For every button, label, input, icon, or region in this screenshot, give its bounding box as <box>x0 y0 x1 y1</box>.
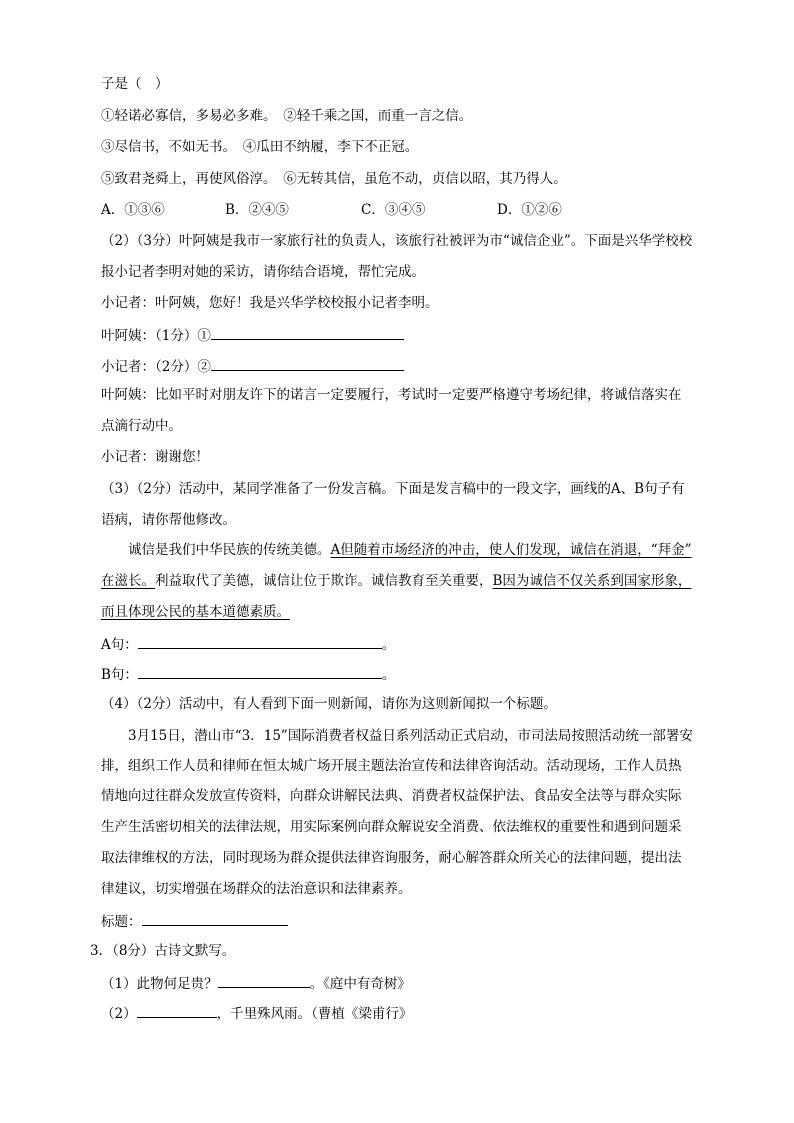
passage-line-2 <box>101 572 691 590</box>
dialogue-reporter-2 <box>101 356 404 376</box>
news-line-6: 律建议，切实增强在场群众的法治意识和法律素养。 <box>101 881 412 897</box>
news-line-3: 情地向过往群众发放宣传资料，向群众讲解民法典、消费者权益保护法、食品安全法等与群众实际 <box>101 788 682 804</box>
dialogue-ye-2b: 点滴行动中。 <box>101 418 182 434</box>
answer-blank-2[interactable] <box>211 356 404 371</box>
passage-line-3 <box>101 603 290 621</box>
news-line-2: 排，组织工作人员和律师在恒太城广场开展主题法治宣传和法律咨询活动。活动现场，工作人员热 <box>101 758 682 774</box>
q2-intro-1: （2）（3分）叶阿姨是我市一家旅行社的负责人，该旅行社被评为市“诚信企业”。下面是兴华学校校 <box>101 233 693 249</box>
poem-blank-2[interactable] <box>137 1003 217 1018</box>
poem-blank-1[interactable] <box>218 973 310 988</box>
poem-line-1-suffix: 。《庭中有奇树》 <box>309 976 411 992</box>
question-stem-tail: 子是（ ） <box>101 76 169 92</box>
answer-options <box>101 201 562 219</box>
sentence-a-part1: A但随着市场经济的冲击，使人们发现，诚信在消退，“拜金” <box>330 542 692 558</box>
dialogue-ye-1 <box>101 325 404 345</box>
question-3-heading: 3．（8分）古诗文默写。 <box>90 943 236 959</box>
sentence-b-part1: B因为诚信不仅关系到国家形象， <box>492 573 692 589</box>
news-line-4: 生产生活密切相关的法律法规，用实际案例向群众解说安全消费、依法维权的重要性和遇到问题采 <box>101 819 682 835</box>
poem-line-2 <box>101 1003 412 1023</box>
passage-plain-1: 诚信是我们中华民族的传统美德。 <box>128 542 331 558</box>
dialogue-reporter-2-label: 小记者：（2分）② <box>101 359 211 375</box>
poem-line-2-suffix: ，千里殊风雨。（曹植《梁甫行》 <box>216 1006 413 1022</box>
option-a[interactable]: A．①③⑥ <box>101 202 165 218</box>
choice-line-1: ①轻诺必寡信，多易必多难。 ②轻千乘之国，而重一言之信。 <box>101 108 473 124</box>
poem-line-2-prefix: （2） <box>101 1006 137 1022</box>
dialogue-ye-2a: 叶阿姨：比如平时对朋友许下的诺言一定要履行，考试时一定要严格遵守考场纪律，将诚信落实在 <box>101 387 682 403</box>
passage-line-1 <box>128 541 692 559</box>
a-sentence-answer <box>101 634 395 654</box>
news-title-label: 标题： <box>101 914 142 930</box>
q4-intro: （4）（2分）活动中，有人看到下面一则新闻，请你为这则新闻拟一个标题。 <box>101 696 557 712</box>
news-line-1: 3月15日，潜山市“3．15”国际消费者权益日系列活动正式启动，市司法局按照活动统一部署安 <box>128 728 693 744</box>
dialogue-reporter-3: 小记者：谢谢您！ <box>101 449 209 465</box>
b-sentence-blank[interactable] <box>138 664 382 679</box>
dialogue-reporter-1: 小记者：叶阿姨，您好！我是兴华学校校报小记者李明。 <box>101 295 439 311</box>
option-b[interactable]: B．②④⑤ <box>225 202 289 218</box>
b-sentence-label: B句： <box>101 667 138 683</box>
a-sentence-label: A句： <box>101 637 138 653</box>
option-d[interactable]: D．①②⑥ <box>497 202 562 218</box>
poem-line-1-prefix: （1）此物何足贵？ <box>101 976 218 992</box>
sentence-b-part2: 而且体现公民的基本道德素质。 <box>101 604 290 620</box>
passage-plain-2: 利益取代了美德，诚信让位于欺诈。诚信教育至关重要， <box>155 573 493 589</box>
a-sentence-period: 。 <box>381 637 396 653</box>
answer-blank-1[interactable] <box>211 325 404 340</box>
news-title-blank[interactable] <box>142 911 288 926</box>
option-c[interactable]: C．③④⑤ <box>361 202 426 218</box>
news-line-5: 取法律维权的方法，同时现场为群众提供法律咨询服务，耐心解答群众所关心的法律问题，提出法 <box>101 850 682 866</box>
q3-intro-1: （3）（2分）活动中，某同学准备了一份发言稿。下面是发言稿中的一段文字，画线的A、B句子有 <box>101 481 685 497</box>
a-sentence-blank[interactable] <box>138 634 382 649</box>
b-sentence-period: 。 <box>381 667 396 683</box>
dialogue-ye-1-label: 叶阿姨：（1分）① <box>101 328 211 344</box>
b-sentence-answer <box>101 664 395 684</box>
news-title-answer <box>101 911 288 931</box>
choice-line-2: ③尽信书，不如无书。 ④瓜田不纳履，李下不正冠。 <box>101 139 419 155</box>
poem-line-1 <box>101 973 411 993</box>
choice-line-3: ⑤致君尧舜上，再使风俗淳。 ⑥无转其信，虽危不动，贞信以昭，其乃得人。 <box>101 171 567 187</box>
q2-intro-2: 报小记者李明对她的采访，请你结合语境，帮忙完成。 <box>101 264 425 280</box>
sentence-a-part2: 在滋长。 <box>101 573 155 589</box>
q3-intro-2: 语病，请你帮他修改。 <box>101 512 236 528</box>
